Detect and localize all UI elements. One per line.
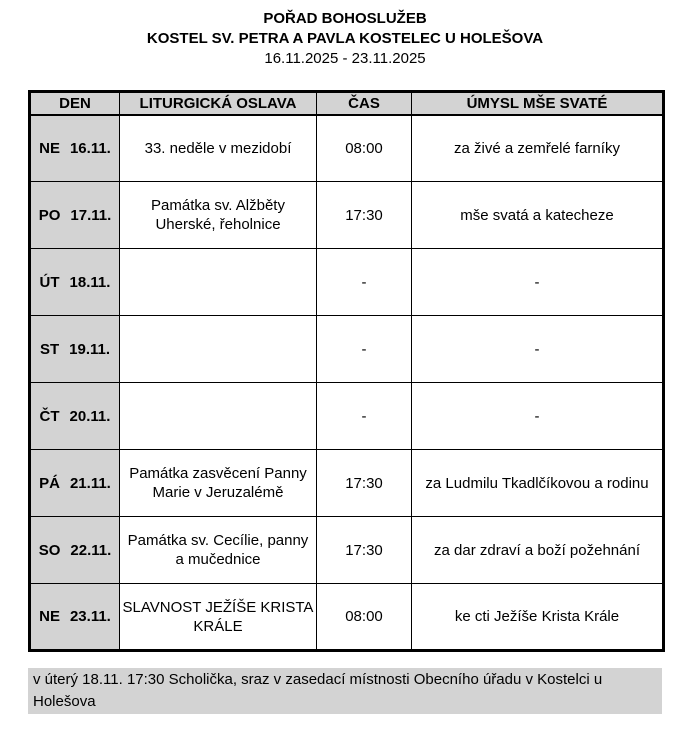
celebration-cell [120, 316, 317, 383]
time-cell: 17:30 [317, 450, 412, 517]
table-row [30, 584, 664, 651]
column-header-time: ČAS [317, 92, 412, 115]
time-cell: 17:30 [317, 182, 412, 249]
intention-cell: za Ludmilu Tkadlčíkovou a rodinu [412, 450, 664, 517]
intention-cell: ke cti Ježíše Krista Krále [412, 584, 664, 651]
day-abbreviation: ČT [39, 407, 60, 425]
day-cell [30, 249, 120, 316]
time-cell: - [317, 316, 412, 383]
column-header-day: DEN [30, 92, 120, 115]
footer-note: v úterý 18.11. 17:30 Scholička, sraz v zasedací místnosti Obecního úřadu v Kostelci u Holešova [28, 668, 662, 714]
column-header-intention: ÚMYSL MŠE SVATÉ [412, 92, 664, 115]
day-date: 21.11. [69, 474, 111, 492]
day-cell [30, 450, 120, 517]
time-cell: 08:00 [317, 584, 412, 651]
intention-cell: - [412, 249, 664, 316]
table-row [30, 517, 664, 584]
table-row [30, 182, 664, 249]
day-cell [30, 182, 120, 249]
intention-cell: mše svatá a katecheze [412, 182, 664, 249]
celebration-cell: Památka sv. Cecílie, panny a mučednice [120, 517, 317, 584]
intention-cell: za živé a zemřelé farníky [412, 115, 664, 182]
day-abbreviation: ST [39, 340, 60, 358]
celebration-cell [120, 249, 317, 316]
day-cell [30, 383, 120, 450]
day-date: 18.11. [69, 273, 111, 291]
celebration-cell: 33. neděle v mezidobí [120, 115, 317, 182]
celebration-cell: Památka zasvěcení Panny Marie v Jeruzalémě [120, 450, 317, 517]
day-date: 19.11. [69, 340, 111, 358]
celebration-cell [120, 383, 317, 450]
table-row [30, 383, 664, 450]
table-header-row [30, 92, 664, 115]
day-abbreviation: PÁ [39, 474, 60, 492]
day-cell [30, 316, 120, 383]
intention-cell: - [412, 316, 664, 383]
day-cell [30, 584, 120, 651]
intention-cell: za dar zdraví a boží požehnání [412, 517, 664, 584]
day-date: 16.11. [69, 139, 111, 157]
day-abbreviation: NE [39, 608, 60, 625]
table-row [30, 249, 664, 316]
date-range: 16.11.2025 - 23.11.2025 [264, 50, 426, 67]
mass-schedule-table [28, 90, 665, 652]
time-cell: 17:30 [317, 517, 412, 584]
page-title: POŘAD BOHOSLUŽEB [263, 10, 427, 27]
time-cell: 08:00 [317, 115, 412, 182]
day-date: 17.11. [70, 206, 112, 224]
day-abbreviation: ÚT [39, 273, 60, 291]
day-abbreviation: SO [38, 541, 61, 559]
day-abbreviation: PO [38, 206, 61, 224]
day-cell [30, 115, 120, 182]
page-subtitle: KOSTEL SV. PETRA A PAVLA KOSTELEC U HOLEŠOVA [146, 30, 544, 47]
day-date: 23.11. [69, 608, 111, 625]
celebration-cell: SLAVNOST JEŽÍŠE KRISTA KRÁLE [120, 584, 317, 651]
time-cell: - [317, 249, 412, 316]
table-row [30, 450, 664, 517]
day-abbreviation: NE [39, 139, 60, 157]
table-row [30, 316, 664, 383]
column-header-celebration: LITURGICKÁ OSLAVA [120, 92, 317, 115]
intention-cell: - [412, 383, 664, 450]
table-row [30, 115, 664, 182]
celebration-cell: Památka sv. Alžběty Uherské, řeholnice [120, 182, 317, 249]
day-cell [30, 517, 120, 584]
day-date: 22.11. [70, 541, 112, 559]
day-date: 20.11. [69, 407, 111, 425]
document-header [0, 0, 690, 69]
time-cell: - [317, 383, 412, 450]
